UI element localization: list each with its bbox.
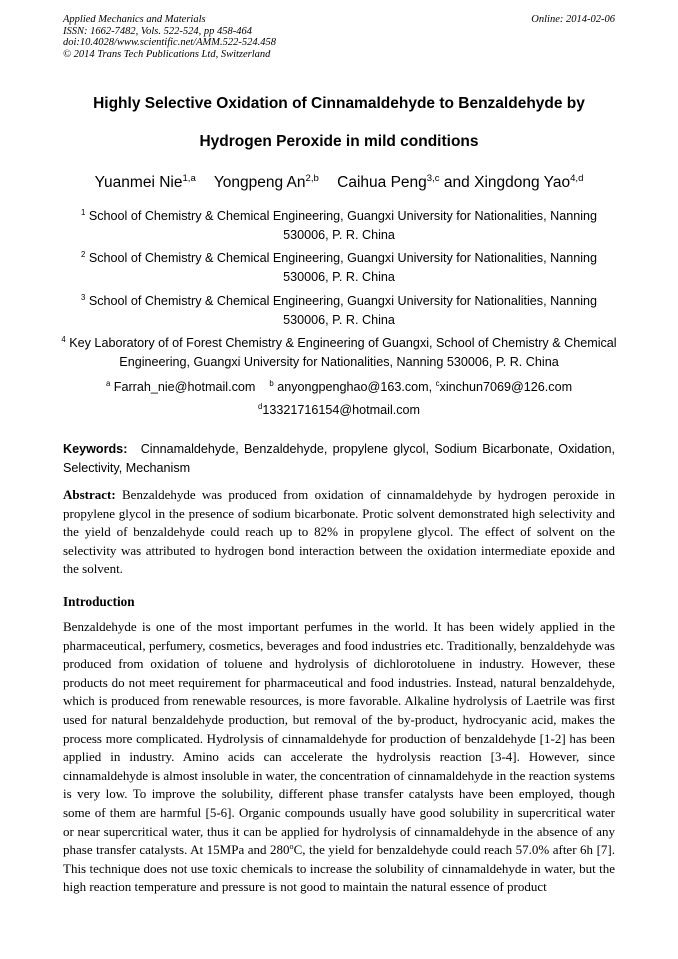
affiliation-text: School of Chemistry & Chemical Engineering, Guangxi University for Nationalities, Nanning [88,251,598,265]
author-conjunction: and [443,174,470,191]
affiliation-1 [60,207,618,245]
author-superscript: 4,d [570,173,584,185]
online-date: Online: 2014-02-06 [531,14,615,25]
affiliation-number: 4 [61,335,66,345]
introduction-text: Benzaldehyde is one of the most important perfumes in the world. It has been widely applied in the pharmaceutical, perfumery, cosmetics, beverages and food industries etc. Traditionally, benzaldehyde was produced from oxidation of toluene and hydrolysis of dichlorotoluene in industry. However, these products do not meet requirement for pharmaceutical and food industries. Instead, natural benzaldehyde, which is produced from renewable resources, is more favorable. Alkaline hydrolysis of Laetrile was first used for natural benzaldehyde production, but removal of the by-product, hydrocyanic acid, makes the process more complicated. Hydrolysis of cinnamaldehyde for production of benzaldehyde [1-2] has been applied in industry. Amino acids can accelerate the hydrolysis reaction [3-4]. However, since cinnamaldehyde is almost insoluble in water, the concentration of cinnamaldehyde in the reaction systems is very low. To improve the solubility, different phase transfer catalysts have been employed, though some of them are harmful [5-6]. Organic compounds usually have good solubility in supercritical water or near supercritical water, thus it can be applied for hydrolysis of cinnamaldehyde in the absence of any phase transfer catalysts. At 15MPa and 280 [63,619,615,858]
keywords-text: Cinnamaldehyde, Benzaldehyde, propylene glycol, Sodium Bicarbonate, Oxidation, Selectivity, Mechanism [63,442,615,475]
affiliation-3 [60,292,618,330]
author-name: Caihua Peng [337,174,427,191]
affiliation-text: School of Chemistry & Chemical Engineering, Guangxi University for Nationalities, Nanning [88,209,598,223]
author-superscript: 3,c [426,173,440,185]
author-superscript: 2,b [305,173,319,185]
author-list [30,174,648,192]
issn-line: ISSN: 1662-7482, Vols. 522-524, pp 458-464 [63,25,252,37]
abstract-text: Benzaldehyde was produced from oxidation of cinnamaldehyde by hydrogen peroxide in propylene glycol in the presence of sodium bicarbonate. Protic solvent demonstrated high selectivity and the yield of benzaldehyde could reach up to 82% in propylene glycol. The effect of solvent on the selectivity was attributed to hydrogen bond interaction between the oxidation intermediate epoxide and the solvent. [63,487,616,577]
paper-title-line-1: Highly Selective Oxidation of Cinnamaldehyde to Benzaldehyde by [93,95,585,112]
abstract-label: Abstract: [63,487,116,502]
author-superscript: 1,a [182,173,196,185]
introduction-paragraph [63,618,615,897]
email-line-2 [40,401,638,420]
affiliation-text: Engineering, Guangxi University for Nationalities, Nanning 530006, P. R. China [119,355,559,369]
degree-superscript: o [289,842,294,852]
affiliation-text: School of Chemistry & Chemical Engineering, Guangxi University for Nationalities, Nanning [88,294,598,308]
email-superscript: d [257,402,263,412]
email-address[interactable]: anyongpenghao@163.com, [277,380,433,394]
email-superscript: c [435,379,440,389]
affiliation-2 [60,249,618,287]
author-name: Yuanmei Nie [94,174,183,191]
author-name: Xingdong Yao [474,174,571,191]
affiliation-number: 2 [80,250,86,260]
keywords-block [63,440,615,478]
journal-name: Applied Mechanics and Materials [63,14,206,25]
doi-line: doi:10.4028/www.scientific.net/AMM.522-524.458 [63,37,276,48]
paper-title-line-2: Hydrogen Peroxide in mild conditions [199,133,479,150]
email-line-1 [40,378,638,397]
email-address[interactable]: xinchun7069@126.com [439,380,573,394]
affiliation-text: 530006, P. R. China [283,313,395,327]
affiliation-4 [40,334,638,372]
affiliation-number: 3 [80,293,86,303]
introduction-text: C, the yield for benzaldehyde could reach 57.0% after 6h [7]. This technique does not use toxic chemicals to increase the solubility of cinnamaldehyde in water, but the high reaction temperature and pressure is not good to maintain the natural essence of product [63,842,615,895]
email-address[interactable]: 13321716154@hotmail.com [262,403,421,417]
keywords-label: Keywords: [63,442,128,456]
affiliation-text: 530006, P. R. China [283,270,395,284]
email-address[interactable]: Farrah_nie@hotmail.com [113,380,256,394]
email-superscript: a [105,379,111,389]
affiliation-text: Key Laboratory of of Forest Chemistry & Engineering of Guangxi, School of Chemistry & Chemical [69,336,617,350]
introduction-heading: Introduction [63,594,135,609]
journal-header [63,14,615,60]
affiliation-number: 1 [80,208,86,218]
abstract-block [63,486,615,579]
copyright-line: © 2014 Trans Tech Publications Ltd, Switzerland [63,48,271,60]
email-superscript: b [269,379,274,389]
affiliation-text: 530006, P. R. China [283,228,395,242]
author-name: Yongpeng An [213,174,306,191]
